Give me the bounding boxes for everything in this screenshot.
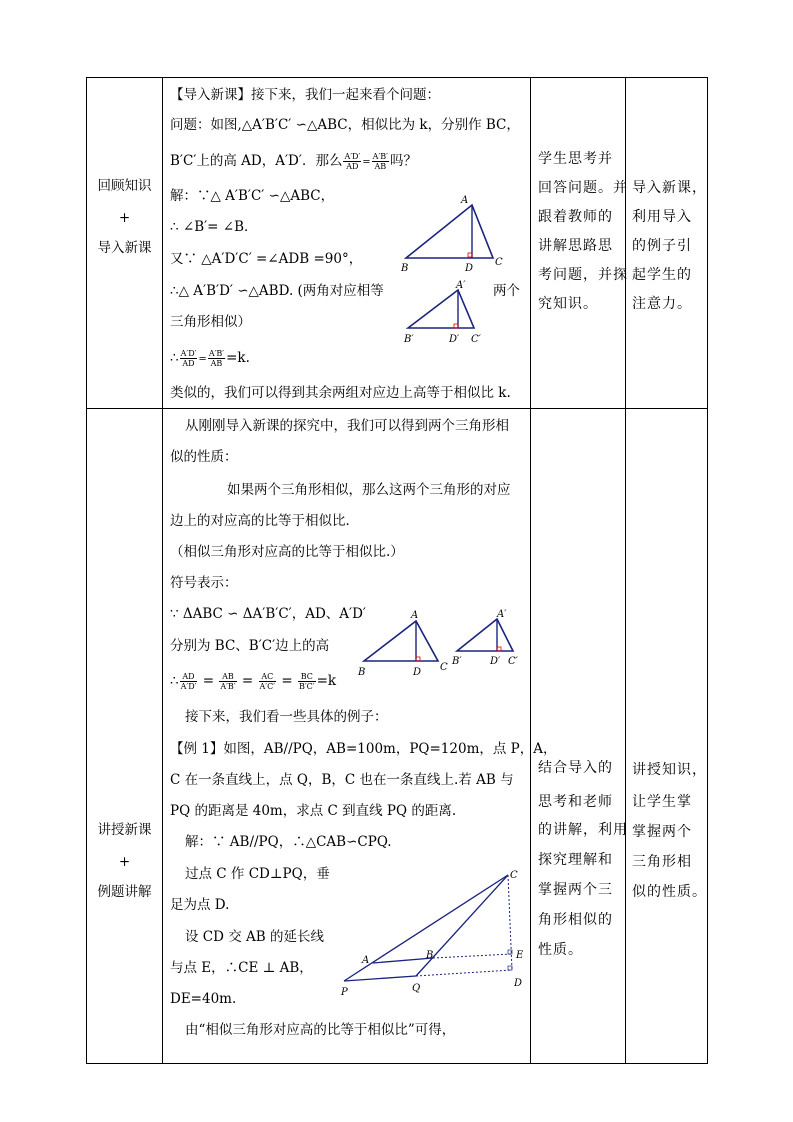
design-intent-line: 导入新课，	[632, 180, 707, 196]
ratio-equation	[170, 672, 336, 691]
example-figure	[336, 866, 530, 1001]
student-activity-line: 角形相似的	[538, 912, 613, 928]
example-line1: 【例 1】如图，AB//PQ，AB=100m，PQ=120m，点 P，A，	[170, 741, 557, 757]
question-line2	[170, 152, 417, 171]
example-solution-line2: 过点 C 作 CD⊥PQ，垂	[185, 866, 330, 882]
design-intent-line: 起学生的	[632, 267, 692, 283]
fraction-denominator: AD	[182, 359, 195, 368]
student-activity-line: 掌握两个三	[538, 882, 613, 898]
design-intent-line: 似的性质。	[632, 884, 707, 900]
example-solution-line3: 足为点 D.	[170, 897, 230, 913]
vertex-label-b-prime: B′	[404, 334, 414, 345]
point-label-e: E	[516, 950, 524, 961]
line-cd	[508, 875, 512, 970]
row2-label-plus: +	[118, 854, 131, 870]
fraction-ac	[259, 672, 277, 691]
solution-line1: 解：∵△ A′B′C′ ∽△ABC，	[170, 188, 335, 204]
design-intent-line: 的例子引	[632, 238, 692, 254]
fraction-ab	[219, 672, 236, 691]
fraction-ab	[208, 349, 225, 368]
property-summary: （相似三角形对应高的比等于相似比.）	[170, 544, 404, 560]
fraction-denominator: A′B′	[220, 682, 236, 691]
line-pq	[344, 976, 416, 981]
equals-k: =k.	[226, 350, 250, 366]
line-be	[433, 954, 512, 958]
vertex-label-a-prime: A′	[456, 280, 466, 291]
vertex-label-c: C	[495, 257, 503, 268]
fraction-numerator: AD	[180, 672, 198, 682]
solution-line2: ∴ ∠B′= ∠B．	[170, 219, 258, 235]
equals-sign: =	[281, 673, 293, 689]
design-intent-line: 利用导入	[632, 209, 692, 225]
vertex-label-b: B	[358, 667, 366, 678]
intro-title: 【导入新课】接下来，我们一起来看个问题：	[170, 87, 440, 103]
student-activity-line: 跟着教师的	[538, 209, 613, 225]
vertex-label-a: A	[461, 195, 469, 206]
example-solution-line1: 解：∵ AB//PQ，∴△CAB∽CPQ.	[185, 834, 392, 850]
design-intent-line: 掌握两个	[632, 824, 692, 840]
point-label-q: Q	[412, 983, 421, 994]
example-line2: C 在一条直线上，点 Q，B，C 也在一条直线上.若 AB 与	[170, 772, 514, 788]
point-label-p: P	[341, 987, 348, 998]
example-solution-line7: 由“相似三角形对应高的比等于相似比”可得，	[185, 1022, 456, 1038]
table-bottom-border	[86, 1063, 708, 1064]
vertex-label-b-prime: B′	[452, 656, 462, 667]
point-label-a: A	[362, 955, 370, 966]
fraction-numerator: AB	[219, 672, 236, 682]
equals-sign: =	[241, 673, 254, 689]
table-col-divider-1	[162, 77, 163, 1064]
line-ab	[373, 958, 433, 963]
fraction-denominator: B′C′	[298, 682, 315, 691]
question-line1: 问题：如图,△A′B′C′ ∽△ABC，相似比为 k，分别作 BC，	[170, 117, 520, 133]
design-intent-line: 注意力。	[632, 296, 692, 312]
point-label-c: C	[510, 870, 518, 881]
fraction-numerator: AC	[259, 672, 277, 682]
table-right-border	[707, 77, 708, 1064]
student-activity-line: 思考和老师	[538, 794, 613, 810]
symbol-line2: 分别为 BC、B′C′边上的高	[170, 638, 330, 654]
table-col-divider-3	[625, 77, 626, 1064]
row1-label-line1: 回顾知识	[97, 178, 152, 194]
student-activity-line: 性质。	[538, 942, 583, 958]
student-activity-line: 究知识。	[538, 296, 598, 312]
vertex-label-d: D	[465, 263, 474, 274]
property-statement-line1: 如果两个三角形相似，那么这两个三角形的对应	[227, 482, 511, 498]
question-line2-text: B′C′上的高 AD，A′D′．那么	[170, 153, 343, 169]
fraction-equals: =	[362, 157, 371, 168]
vertex-label-c-prime: C′	[508, 656, 518, 667]
example-line3: PQ 的距离是 40m，求点 C 到直线 PQ 的距离.	[170, 803, 457, 819]
solution-line6	[170, 349, 250, 368]
table-row-divider	[86, 408, 708, 409]
symbol-line1: ∵ ΔABC ∽ ΔA′B′C′，AD、A′D′	[170, 606, 366, 622]
solution-line7: 类似的，我们可以得到其余两组对应边上高等于相似比 k.	[170, 385, 511, 401]
table-top-border	[86, 77, 708, 78]
student-activity-line: 的讲解，利用	[538, 822, 628, 838]
fraction-numerator: BC	[298, 672, 316, 682]
question-line2-end: 吗？	[389, 153, 417, 169]
solution-line4-end: 两个	[493, 283, 520, 299]
fraction-equals: =	[198, 354, 207, 365]
equals-sign: =	[202, 673, 215, 689]
line-pd	[416, 970, 512, 976]
examples-intro: 接下来，我们看一些具体的例子：	[185, 709, 388, 725]
fraction-bc	[298, 672, 316, 691]
student-activity-line: 学生思考并	[538, 151, 613, 167]
therefore-symbol: ∴	[170, 350, 179, 366]
vertex-label-d-prime: D′	[449, 334, 460, 345]
vertex-label-a-prime: A′	[497, 609, 507, 620]
example-solution-line5: 与点 E，∴CE ⊥ AB，	[170, 960, 313, 976]
fraction-denominator: AD	[346, 162, 359, 171]
triangle-abc-prime-outline	[408, 290, 474, 328]
vertex-label-c: C	[440, 662, 448, 673]
vertex-label-c-prime: C′	[471, 334, 481, 345]
triangle-abc-prime-figure-2	[451, 607, 526, 667]
solution-line4: ∴△ A′B′D′ ∽△ABD. (两角对应相等	[170, 283, 384, 299]
fraction-ad	[180, 672, 198, 691]
fraction-denominator: AB	[374, 162, 387, 171]
student-activity-line: 讲解思路思	[538, 238, 613, 254]
property-intro-line2: 似的性质：	[170, 449, 238, 465]
point-label-d: D	[514, 978, 523, 989]
property-statement-line2: 边上的对应高的比等于相似比．	[170, 513, 359, 529]
point-label-b: B	[426, 950, 434, 961]
student-activity-line: 结合导入的	[538, 760, 613, 776]
design-intent-line: 让学生掌	[632, 794, 692, 810]
student-activity-line: 回答问题。并	[538, 180, 628, 196]
triangle-abc-prime-outline	[457, 619, 513, 651]
triangle-abc-figure-2	[356, 607, 456, 679]
fraction-ad	[343, 152, 361, 171]
fraction-denominator: A′C′	[259, 682, 276, 691]
triangle-abc-outline	[364, 621, 438, 661]
student-activity-line: 探究理解和	[538, 852, 613, 868]
triangle-abc-prime-figure	[402, 280, 492, 345]
example-solution-line6: DE=40m.	[170, 991, 237, 1007]
example-solution-line4: 设 CD 交 AB 的延长线	[185, 929, 324, 945]
equals-k: =k	[316, 673, 337, 689]
fraction-numerator: A′B′	[372, 152, 388, 161]
fraction-numerator: A′B′	[208, 349, 225, 358]
fraction-numerator: A′D′	[180, 349, 197, 358]
fraction-numerator: A′D′	[344, 152, 361, 161]
vertex-label-a: A	[411, 610, 419, 621]
row1-label-plus: +	[118, 210, 131, 226]
solution-line3: 又∵ △A′D′C′ =∠ADB =90°，	[170, 251, 363, 267]
fraction-denominator: AB	[210, 359, 223, 368]
vertex-label-d-prime: D′	[490, 656, 501, 667]
design-intent-line: 讲授知识，	[632, 762, 707, 778]
triangle-abc-outline	[406, 205, 493, 258]
table-col-divider-2	[530, 77, 531, 1064]
vertex-label-b: B	[401, 263, 409, 274]
row2-label-line1: 讲授新课	[97, 822, 152, 838]
vertex-label-d: D	[413, 667, 422, 678]
design-intent-line: 三角形相	[632, 854, 692, 870]
symbol-heading: 符号表示：	[170, 575, 238, 591]
row1-label-line2: 导入新课	[97, 240, 152, 256]
row2-label-line2: 例题讲解	[97, 884, 152, 900]
therefore-symbol: ∴	[170, 673, 179, 689]
property-intro-line1: 从刚刚导入新课的探究中，我们可以得到两个三角形相	[185, 418, 509, 434]
solution-line5: 三角形相似）	[170, 314, 251, 330]
triangle-abc-figure	[398, 193, 508, 273]
fraction-denominator: A′D′	[180, 682, 197, 691]
right-angle-mark-d	[508, 966, 512, 970]
fraction-ab	[372, 152, 389, 171]
fraction-ad	[180, 349, 198, 368]
student-activity-line: 考问题，并探	[538, 267, 628, 283]
